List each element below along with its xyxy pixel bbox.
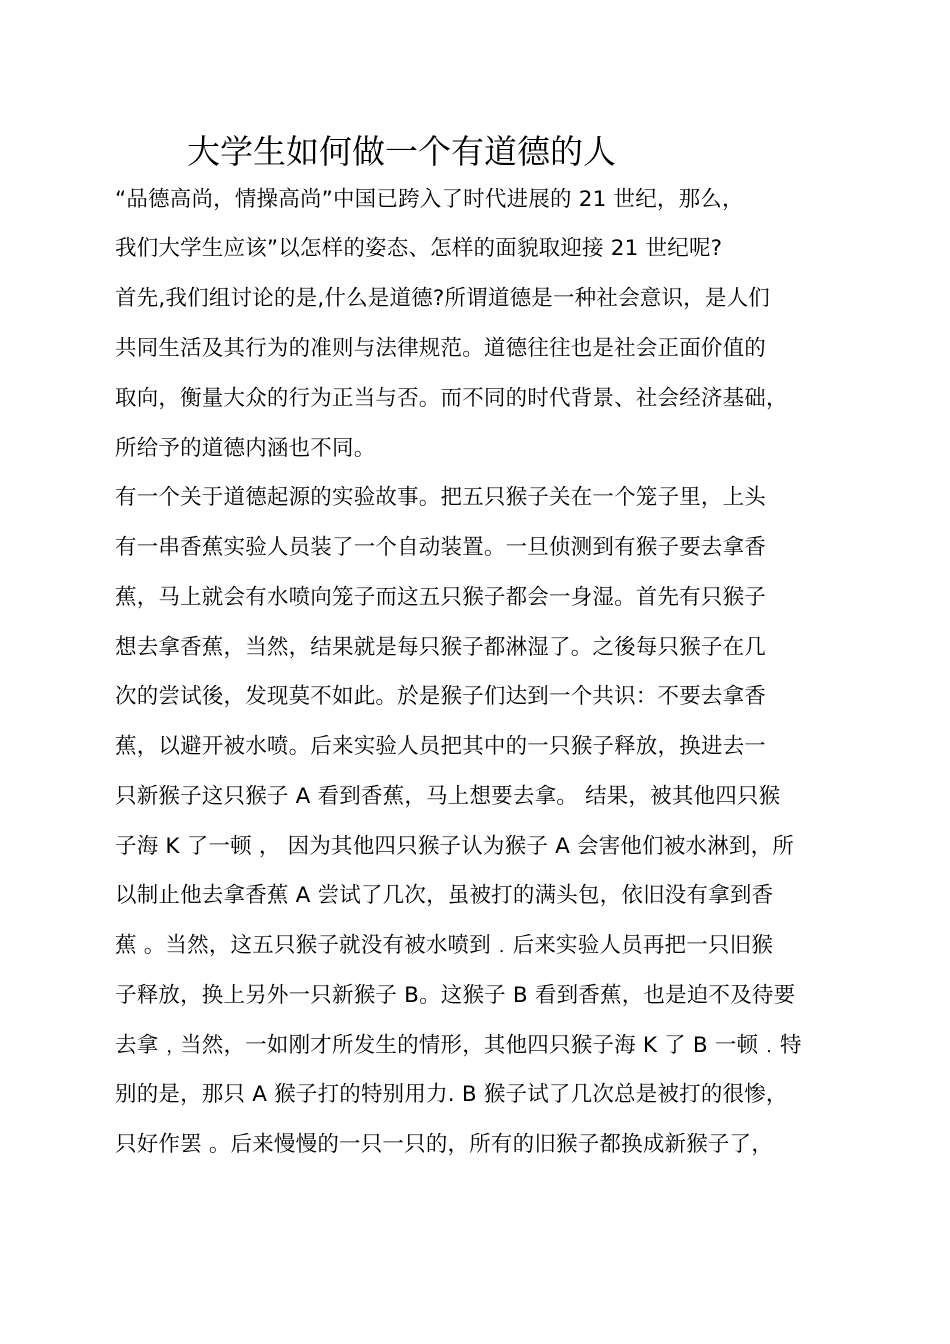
paragraph-line: 子释放，换上另外一只新猴子 B。这猴子 B 看到香蕉，也是迫不及待要 [115,983,796,1008]
paragraph-line: 想去拿香蕉，当然，结果就是每只猴子都淋湿了。之後每只猴子在几 [115,635,767,660]
paragraph-line: 蕉，以避开被水喷。后来实验人员把其中的一只猴子释放，换进去一 [115,734,767,759]
paragraph-line: 共同生活及其行为的准则与法律规范。道德往往也是社会正面价值的 [115,336,767,361]
paragraph-line: 只新猴子这只猴子 A 看到香蕉，马上想要去拿。 结果，被其他四只猴 [115,784,781,809]
paragraph-line: “品德高尚，情操高尚”中国已跨入了时代进展的 21 世纪，那么， [115,187,744,212]
paragraph-line: 次的尝试後，发现莫不如此。於是猴子们达到一个共识：不要去拿香 [115,684,767,709]
paragraph-line: 蕉，马上就会有水喷向笼子而这五只猴子都会一身湿。首先有只猴子 [115,585,767,610]
paragraph-line: 所给予的道德内涵也不同。 [115,436,376,461]
paragraph-line: 子海 K 了一顿 ， 因为其他四只猴子认为猴子 A 会害他们被水淋到，所 [115,834,795,859]
paragraph-line: 以制止他去拿香蕉 A 尝试了几次，虽被打的满头包，依旧没有拿到香 [115,883,774,908]
paragraph-line: 我们大学生应该”以怎样的姿态、怎样的面貌取迎接 21 世纪呢? [115,236,723,261]
paragraph-line: 有一串香蕉实验人员装了一个自动装置。一旦侦测到有猴子要去拿香 [115,535,767,560]
paragraph-line: 只好作罢 。后来慢慢的一只一只的，所有的旧猴子都换成新猴子了， [115,1132,774,1157]
document-title: 大学生如何做一个有道德的人 [187,132,616,171]
paragraph-line: 首先,我们组讨论的是,什么是道德?所谓道德是一种社会意识，是人们 [115,286,770,311]
paragraph-line: 有一个关于道德起源的实验故事。把五只猴子关在一个笼子里，上头 [115,485,767,510]
paragraph-line: 别的是，那只 A 猴子打的特别用力. B 猴子试了几次总是被打的很惨， [115,1082,788,1107]
paragraph-line: 去拿﹐当然，一如刚才所发生的情形，其他四只猴子海 K 了 B 一顿﹒特 [115,1033,802,1058]
paragraph-line: 蕉 。当然，这五只猴子就没有被水喷到﹒后来实验人员再把一只旧猴 [115,933,774,958]
paragraph-line: 取向，衡量大众的行为正当与否。而不同的时代背景、社会经济基础， [115,386,788,411]
